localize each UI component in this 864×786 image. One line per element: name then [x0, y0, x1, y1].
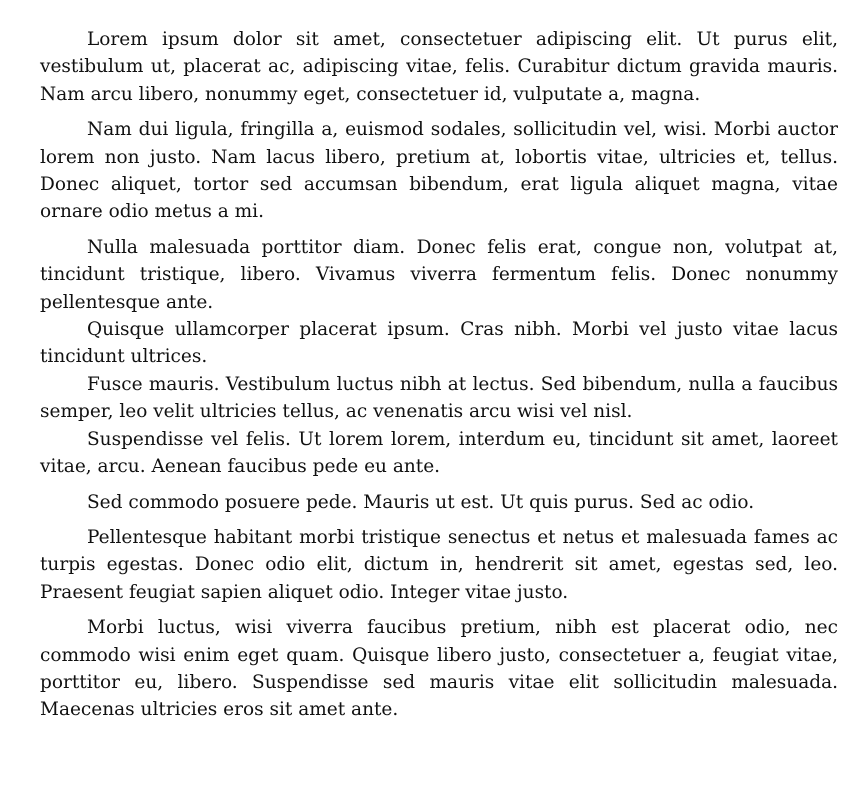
- paragraph: Sed commodo posuere pede. Mauris ut est. Ut quis purus. Sed ac odio.: [87, 491, 755, 513]
- document-body: [40, 26, 838, 724]
- paragraph: Lorem ipsum dolor sit amet, consectetuer adipiscing elit. Ut purus elit, vestibulum ut, placerat ac, adipiscing vitae, felis. Curabitur dictum gravida mauris. Nam arcu libero, nonummy eget, consectetuer id, vulputate a, magna.: [40, 29, 838, 105]
- paragraph: Morbi luctus, wisi viverra faucibus pretium, nibh est placerat odio, nec commodo wisi enim eget quam. Quisque libero justo, consectetuer a, feugiat vitae, porttitor eu, libero. Suspendisse sed mauris vitae elit sollicitudin malesuada. Maecenas ultricies eros sit amet ante.: [40, 617, 838, 721]
- paragraph: Quisque ullamcorper placerat ipsum. Cras nibh. Morbi vel justo vitae lacus tincidunt ultrices.: [40, 319, 838, 368]
- paragraph: Pellentesque habitant morbi tristique senectus et netus et malesuada fames ac turpis egestas. Donec odio elit, dictum in, hendrerit sit amet, egestas sed, leo. Praesent feugiat sapien aliquet odio. Integer vitae justo.: [40, 526, 838, 603]
- paragraph: Suspendisse vel felis. Ut lorem lorem, interdum eu, tincidunt sit amet, laoreet vitae, arcu. Aenean faucibus pede eu ante.: [40, 428, 838, 478]
- paragraph: Nam dui ligula, fringilla a, euismod sodales, sollicitudin vel, wisi. Morbi auctor lorem non justo. Nam lacus libero, pretium at, lobortis vitae, ultricies et, tellus. Donec aliquet, tortor sed accumsan bibendum, erat ligula aliquet magna, vitae ornare odio metus a mi.: [40, 119, 838, 223]
- paragraph: Nulla malesuada porttitor diam. Donec felis erat, congue non, volutpat at, tincidunt tristique, libero. Vivamus viverra fermentum felis. Donec nonummy pellentesque ante.: [40, 236, 838, 313]
- paragraph: Fusce mauris. Vestibulum luctus nibh at lectus. Sed bibendum, nulla a faucibus semper, leo velit ultricies tellus, ac venenatis arcu wisi vel nisl.: [40, 373, 838, 423]
